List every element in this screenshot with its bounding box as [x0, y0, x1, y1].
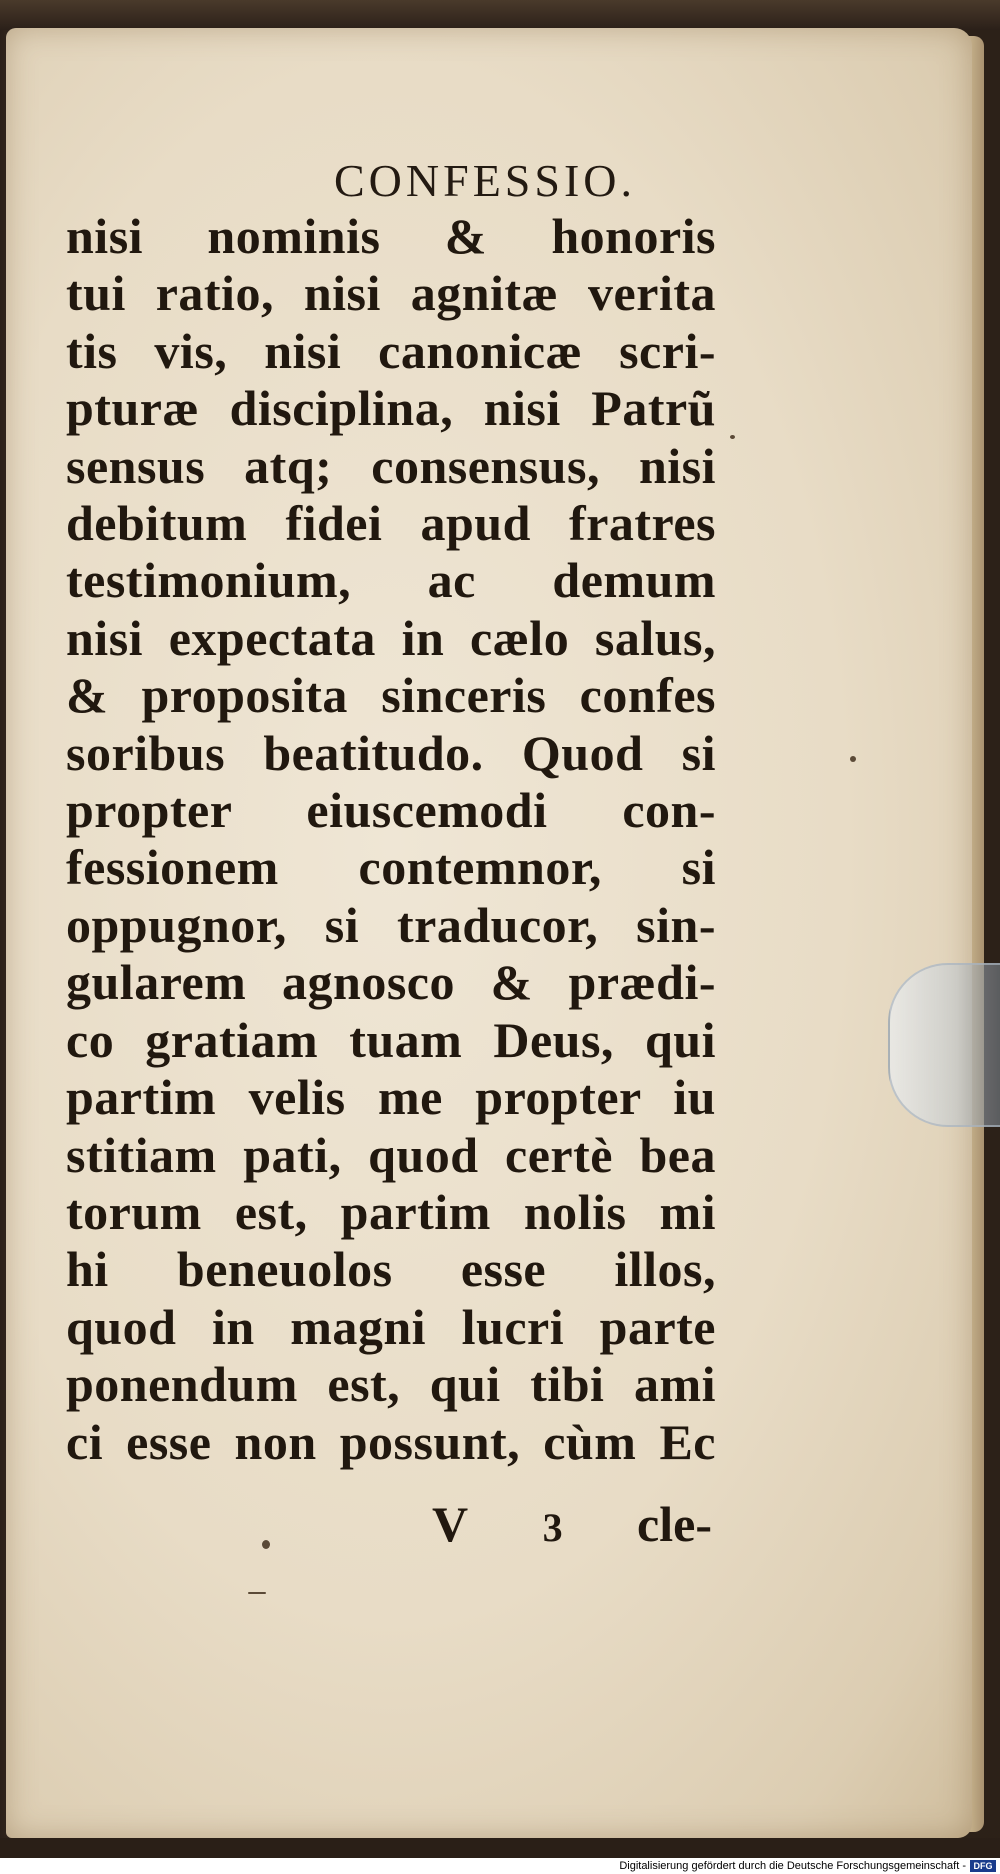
text-line: torum est, partim nolis mi: [66, 1183, 716, 1240]
text-line: co gratiam tuam Deus, qui: [66, 1011, 716, 1068]
text-line: oppugnor, si traducor, sin-: [66, 896, 716, 953]
text-line: ci esse non possunt, cùm Ec: [66, 1413, 716, 1470]
text-line: ponendum est, qui tibi ami: [66, 1356, 716, 1413]
catchword: cle-: [637, 1496, 712, 1552]
text-line: fessionem contemnor, si: [66, 839, 716, 896]
text-line: gularem agnosco & prædi-: [66, 954, 716, 1011]
page-clip: [888, 963, 1000, 1127]
funding-credit: Digitalisierung gefördert durch die Deutsche Forschungsgemeinschaft -: [619, 1860, 966, 1872]
text-line: soribus beatitudo. Quod si: [66, 724, 716, 781]
text-line: debitum fidei apud fratres: [66, 495, 716, 552]
paper-speck: [248, 1592, 266, 1594]
paper-speck: [850, 756, 856, 762]
paper-speck: [262, 1540, 270, 1549]
paper-speck: [730, 435, 735, 439]
body-text: [66, 208, 716, 1471]
text-line: quod in magni lucri parte: [66, 1298, 716, 1355]
signature-mark: V: [432, 1496, 469, 1552]
text-line: propter eiuscemodi con-: [66, 782, 716, 839]
text-line: nisi nominis & honoris: [66, 208, 716, 264]
running-heading: CONFESSIO.: [333, 155, 636, 206]
text-line: tis vis, nisi canonicæ scri-: [66, 322, 716, 379]
text-line: testimonium, ac demum: [66, 552, 716, 609]
text-line: stitiam pati, quod certè bea: [66, 1126, 716, 1183]
text-line: nisi expectata in cælo salus,: [66, 609, 716, 666]
signature-line: [432, 1495, 712, 1553]
footer-bar: [0, 1858, 1000, 1874]
dfg-logo: DFG: [970, 1860, 996, 1872]
signature-number: 3: [542, 1505, 563, 1550]
text-line: partim velis me propter iu: [66, 1069, 716, 1126]
binding-top: [0, 0, 1000, 30]
text-line: hi beneuolos esse illos,: [66, 1241, 716, 1298]
binding-bottom: [0, 1838, 1000, 1858]
text-line: pturæ disciplina, nisi Patrũ: [66, 380, 716, 437]
text-line: tui ratio, nisi agnitæ verita: [66, 265, 716, 322]
text-line: sensus atq; consensus, nisi: [66, 437, 716, 494]
text-line: & proposita sinceris confes: [66, 667, 716, 724]
